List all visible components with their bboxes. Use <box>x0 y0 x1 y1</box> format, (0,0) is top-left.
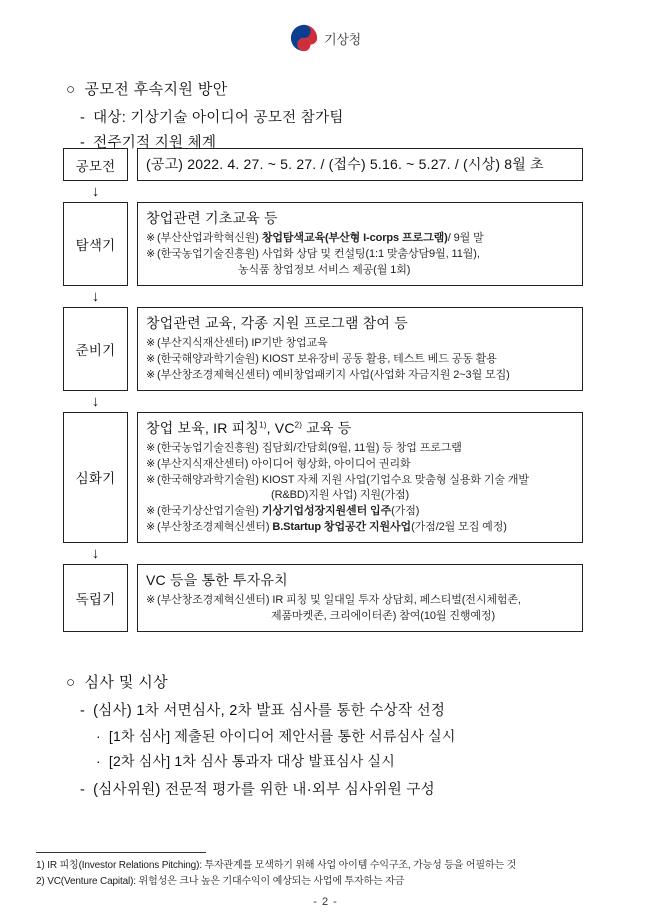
stage-label-preparation: 준비기 <box>63 307 128 391</box>
stage-item <box>146 609 574 625</box>
stage-title-mid: , VC <box>266 419 295 436</box>
org-name: 기상청 <box>324 31 361 47</box>
circle-bullet-icon: ○ <box>66 81 76 98</box>
footnote-ref-1: 1) <box>259 419 267 429</box>
stage-item-bold: B.Startup 창업공간 지원사업 <box>272 521 412 534</box>
stage-item-tail: (가점/2월 모집 예정) <box>411 521 507 534</box>
stage-item <box>146 352 574 368</box>
stage-item-org: (부산지식재산센터) <box>157 457 249 470</box>
stage-item-tail: IP기반 창업교육 <box>251 336 328 349</box>
stage-item-tail: (가점) <box>391 505 420 518</box>
section-2-bullet-1-text: (심사) 1차 서면심사, 2차 발표 심사를 통한 수상작 선정 <box>93 703 446 719</box>
reference-mark-icon: ※ <box>146 247 156 260</box>
reference-mark-icon: ※ <box>146 505 156 518</box>
section-1-bullet-1-text: 대상: 기상기술 아이디어 공모전 참가팀 <box>93 110 344 126</box>
stage-item-org: (부산지식재산센터) <box>157 336 249 349</box>
reference-mark-icon: ※ <box>146 457 156 470</box>
stage-item <box>146 520 574 536</box>
reference-mark-icon: ※ <box>146 232 156 244</box>
stage-item-org: (한국농업기술진흥원) <box>157 247 259 260</box>
stage-item-tail: 집담회/간담회(9월, 11월) 등 창업 프로그램 <box>261 441 462 454</box>
footnote-2: 2) VC(Venture Capital): 위험성은 크나 높은 기대수익이 예상되는 사업에 투자하는 자금 <box>36 875 405 887</box>
footnote-1: 1) IR 피칭(Investor Relations Pitching): 투자관계를 모색하기 위해 사업 아이템 수익구조, 가능성 등을 어필하는 것 <box>36 860 517 871</box>
stage-item-tail: 농식품 창업정보 서비스 제공(월 1회) <box>238 263 411 276</box>
support-flow-diagram <box>63 148 583 632</box>
stage-item <box>146 368 574 384</box>
section-2-bullet-2 <box>96 726 456 746</box>
stage-item-bold: 기상기업성장지원센터 입주 <box>261 505 392 518</box>
stage-item-tail: IR 피칭 및 일대일 투자 상담회, 페스티벌(전시체험존, <box>272 594 521 607</box>
stage-title-exploration: 창업관련 기초교육 등 <box>146 210 278 226</box>
stage-item-tail: (R&BD)지원 사업) 지원(가점) <box>271 489 410 502</box>
footnote-ref-2: 2) <box>294 419 303 429</box>
stage-item <box>146 336 574 352</box>
flow-row-independence <box>63 564 583 632</box>
stage-body-contest <box>137 148 583 181</box>
stage-body-exploration <box>137 202 583 286</box>
stage-item-bold: 창업탐색교육(부산형 I-corps 프로그램) <box>261 232 448 244</box>
stage-label-intensive: 심화기 <box>63 412 128 544</box>
section-2-heading: 심사 및 시상 <box>84 674 169 691</box>
section-2-bullet-3-text: [2차 심사] 1차 심사 통과자 대상 발표심사 실시 <box>108 753 395 769</box>
stage-body-intensive <box>137 412 583 544</box>
flow-row-exploration <box>63 202 583 286</box>
flow-arrow-icon: ↓ <box>91 545 100 563</box>
stage-item-tail: 예비창업패키지 사업(사업화 자금지원 2~3월 모집) <box>272 368 510 381</box>
flow-arrow-icon: ↓ <box>91 287 100 305</box>
circle-bullet-icon: ○ <box>66 674 76 691</box>
stage-item-tail: 사업화 상담 및 컨설팅(1:1 맞춤상담9월, 11월), <box>261 247 480 260</box>
stage-item-org: (한국농업기술진흥원) <box>157 441 259 454</box>
kma-logo <box>0 24 651 52</box>
flow-arrow-icon: ↓ <box>91 392 100 410</box>
dot-bullet-icon: · <box>96 753 101 769</box>
footnote-divider <box>36 852 206 853</box>
section-2-bullet-3 <box>96 751 395 771</box>
stage-item <box>146 231 574 247</box>
section-2-bullet-4 <box>80 778 435 799</box>
reference-mark-icon: ※ <box>146 352 156 365</box>
stage-item-org: (부산창조경제혁신센터) <box>157 594 270 607</box>
dash-bullet-icon: - <box>80 110 86 126</box>
stage-item-org: (한국해양과학기술원) <box>157 473 259 486</box>
stage-item <box>146 488 574 504</box>
footnote-area <box>36 858 636 889</box>
stage-title-preparation: 창업관련 교육, 각종 지원 프로그램 참여 등 <box>146 314 408 331</box>
flow-row-preparation <box>63 307 583 391</box>
section-2-bullet-1 <box>80 699 445 720</box>
stage-title-independence: VC 등을 통한 투자유치 <box>146 572 288 589</box>
stage-body-preparation <box>137 307 583 391</box>
stage-item <box>146 504 574 520</box>
stage-item-org: (한국해양과학기술원) <box>157 352 259 365</box>
stage-item <box>146 247 574 263</box>
stage-item-org: (부산산업과학혁신원) <box>157 232 259 244</box>
taegeuk-icon <box>290 24 318 52</box>
reference-mark-icon: ※ <box>146 441 156 454</box>
dot-bullet-icon: · <box>96 728 101 744</box>
stage-item-org: (한국기상산업기술원) <box>157 505 259 518</box>
stage-item-tail: KIOST 자체 지원 사업(기업수요 맞춤형 실용화 기술 개발 <box>261 473 529 486</box>
dash-bullet-icon: - <box>80 703 86 719</box>
stage-title-contest: (공고) 2022. 4. 27. ~ 5. 27. / (접수) 5.16. ~ 5.27. / (시상) 8월 초 <box>146 156 544 172</box>
dash-bullet-icon: - <box>80 135 86 151</box>
section-1-bullet-1 <box>80 106 344 127</box>
stage-item <box>146 457 574 473</box>
stage-item <box>146 441 574 457</box>
stage-title-intensive <box>146 418 574 438</box>
stage-item-org: (부산창조경제혁신센터) <box>157 368 270 381</box>
stage-item <box>146 473 574 489</box>
section-2-bullet-4-text: (심사위원) 전문적 평가를 위한 내·외부 심사위원 구성 <box>93 782 435 798</box>
flow-arrow-icon: ↓ <box>91 183 100 200</box>
reference-mark-icon: ※ <box>146 521 156 534</box>
stage-title-pre: 창업 보육, IR 피칭 <box>146 419 260 436</box>
reference-mark-icon: ※ <box>146 594 156 607</box>
stage-item-tail: KIOST 보유장비 공동 활용, 테스트 베드 공동 활용 <box>261 352 497 365</box>
stage-label-contest: 공모전 <box>63 148 128 181</box>
section-2-heading-row <box>66 671 168 692</box>
page-number: - 2 - <box>313 896 338 908</box>
flow-row-intensive <box>63 412 583 544</box>
section-2-bullet-2-text: [1차 심사] 제출된 아이디어 제안서를 통한 서류심사 실시 <box>108 728 456 744</box>
section-1-bullet-2-text: 전주기적 지원 체계 <box>93 135 217 151</box>
stage-label-independence: 독립기 <box>63 564 128 632</box>
section-1-heading-row <box>66 78 228 99</box>
stage-body-independence <box>137 564 583 632</box>
stage-item <box>146 593 574 609</box>
dash-bullet-icon: - <box>80 782 86 798</box>
reference-mark-icon: ※ <box>146 336 156 349</box>
reference-mark-icon: ※ <box>146 368 156 381</box>
stage-item-org: (부산창조경제혁신센터) <box>157 521 270 534</box>
stage-item-tail: 제품마켓존, 크리에이터존) 참여(10월 진행예정) <box>271 610 496 623</box>
flow-row-contest <box>63 148 583 181</box>
stage-title-post: 교육 등 <box>302 419 352 436</box>
stage-item <box>146 263 574 279</box>
stage-item-tail: / 9월 말 <box>447 232 484 244</box>
section-1-heading: 공모전 후속지원 방안 <box>84 81 228 98</box>
reference-mark-icon: ※ <box>146 473 156 486</box>
stage-label-exploration: 탐색기 <box>63 202 128 286</box>
stage-item-tail: 아이디어 형상화, 아이디어 권리화 <box>251 457 411 470</box>
